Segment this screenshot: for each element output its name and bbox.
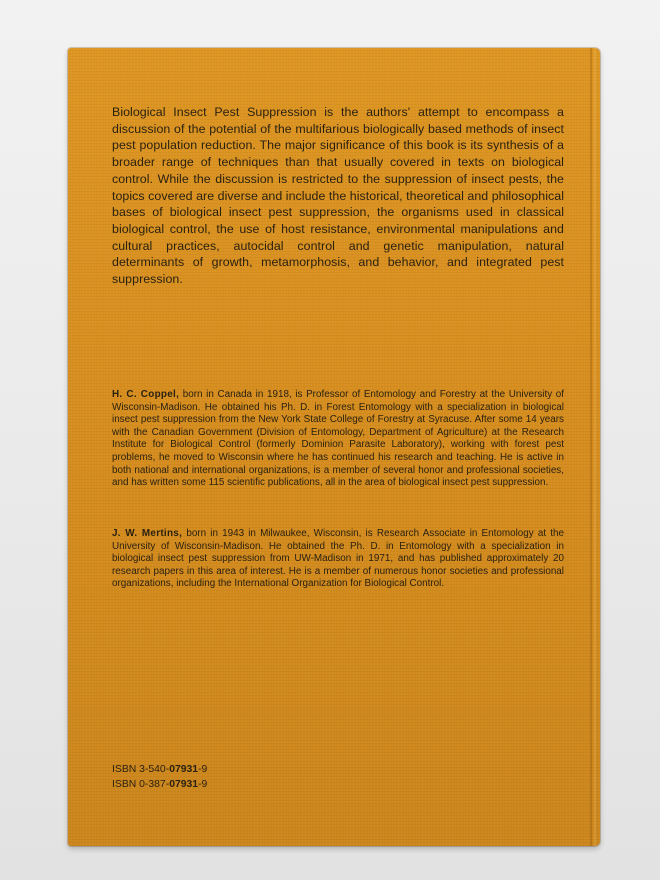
book-back-cover — [68, 48, 600, 846]
author-bio-mertins — [112, 528, 564, 591]
isbn-suffix: -9 — [198, 778, 208, 790]
author-name: J. W. Mertins, — [112, 528, 183, 539]
author-bio-coppel — [112, 389, 564, 490]
cover-edge-highlight — [594, 48, 596, 846]
author-bio-text: born in 1943 in Milwaukee, Wisconsin, is Research Associate in Entomology at the University of Wisconsin-Madison. He obtained the Ph. D. in Entomology with a specialization in biological insect pest suppression from UW-Madison in 1971, and has published approximately 20 research papers in this area of interest. He is a member of numerous honor societies and professional organizations, including the International Organization for Biological Control. — [112, 528, 564, 590]
book-description: Biological Insect Pest Suppression is the authors' attempt to encompass a discussion of the potential of the multifarious biologically based methods of insect pest population reduction. The major significance of this book is its synthesis of a broader range of techniques than that usually covered in texts on biological control. While the discussion is restricted to the suppression of insect pests, the topics covered are diverse and include the historical, theoretical and philosophical bases of biological insect pest suppression, the organisms used in classical biological control, the use of host resistance, environmental manipulations and cultural practices, autocidal control and genetic manipulation, natural determinants of growth, metamorphosis, and behavior, and integrated pest suppression. — [112, 105, 564, 287]
isbn-suffix: -9 — [198, 764, 208, 775]
isbn-bold-part: 07931 — [169, 778, 199, 790]
author-name: H. C. Coppel, — [112, 389, 180, 400]
isbn-prefix: ISBN 3-540- — [112, 764, 170, 775]
isbn-line — [112, 763, 207, 778]
isbn-block — [112, 763, 207, 792]
isbn-prefix: ISBN 0-387- — [112, 778, 170, 790]
author-bio-text: born in Canada in 1918, is Professor of Entomology and Forestry at the University of Wisconsin-Madison. He obtained his Ph. D. in Forest Entomology with a specialization in biological insect pest suppression from the New York State College of Forestry at Syracuse. After some 14 years with the Canadian Government (Division of Entomology, Department of Agriculture) at the Research Institute for Biological Control (formerly Dominion Parasite Laboratory), working with forest pest problems, he moved to Wisconsin where he has continued his research and teaching. He is active in both national and international organizations, is a member of several honor and professional societies, and has written some 115 scientific publications, all in the area of biological insect pest suppression. — [112, 389, 565, 489]
isbn-line — [112, 778, 207, 793]
isbn-bold-part: 07931 — [169, 764, 199, 775]
cover-spine-edge — [590, 48, 592, 846]
